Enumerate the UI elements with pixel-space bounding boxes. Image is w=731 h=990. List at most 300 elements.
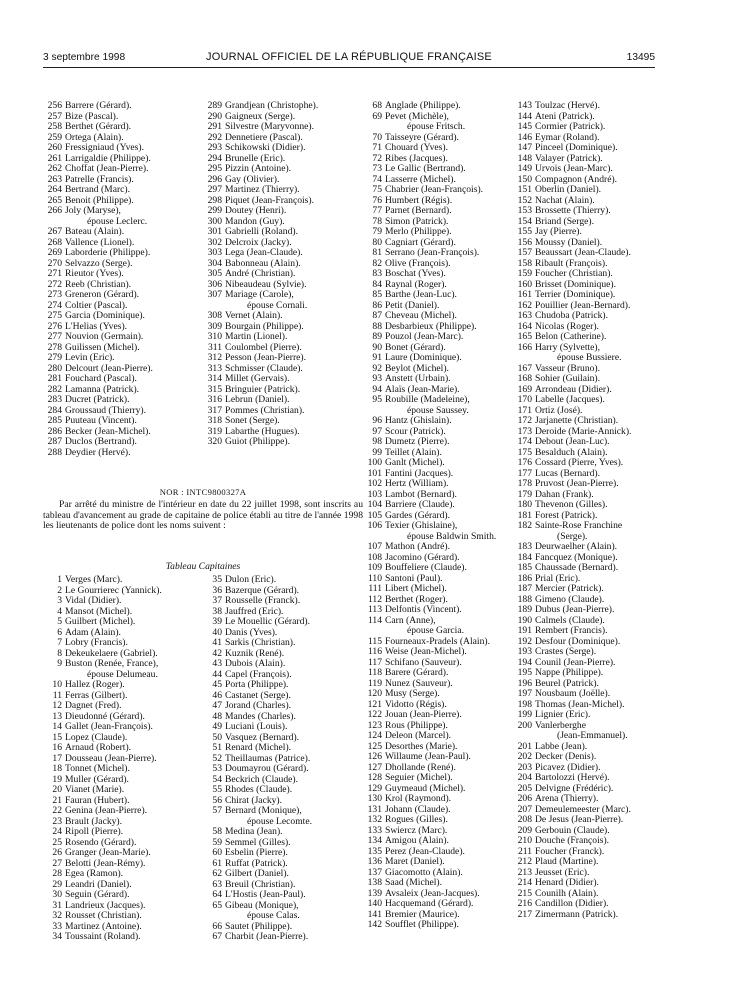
- item-name: Counil (Jean-Pierre).: [535, 656, 616, 668]
- item-name: Fantini (Jacques).: [385, 467, 454, 479]
- item-name: L'Helias (Yves).: [65, 320, 128, 332]
- item-name: Candillon (Didier).: [535, 898, 609, 909]
- list-item: [43, 437, 203, 448]
- item-name: Chirat (Jacky).: [225, 794, 283, 806]
- item-name: Chaussade (Bernard).: [535, 562, 619, 573]
- item-number: 138: [367, 877, 382, 888]
- item-number: 270: [47, 257, 62, 269]
- item-number: 27: [52, 857, 62, 869]
- item-number: 274: [47, 299, 62, 311]
- item-number: 80: [372, 236, 382, 248]
- item-name: Fouchard (Pascal).: [65, 373, 137, 384]
- item-name: Counilh (Alain).: [535, 887, 599, 899]
- item-name: Nunez (Sauveur).: [385, 677, 453, 689]
- item-name: épouse Fritsch.: [407, 121, 466, 132]
- item-name: Toulzac (Hervé).: [535, 100, 600, 111]
- item-name: Jorand (Charles).: [225, 700, 292, 711]
- list-item: [513, 689, 663, 700]
- item-name: (Serge).: [557, 530, 588, 542]
- item-number: 301: [207, 226, 222, 237]
- list-top-right: [203, 101, 363, 448]
- item-number: 163: [517, 310, 532, 321]
- item-number: 57: [212, 805, 222, 816]
- item-number: 198: [517, 698, 532, 710]
- item-number: 5: [57, 616, 62, 627]
- item-name: Rousset (Christian).: [65, 910, 142, 921]
- item-name: Texier (Ghislaine),: [385, 520, 458, 531]
- item-number: 96: [372, 415, 382, 426]
- item-name: épouse Lecomte.: [247, 815, 312, 827]
- item-name: Gallet (Jean-François).: [65, 721, 153, 732]
- item-name: Henard (Didier).: [535, 877, 599, 888]
- item-name: Boschat (Yves).: [385, 268, 446, 279]
- list-item: [363, 752, 513, 763]
- item-number: 141: [367, 908, 382, 920]
- list-item: [43, 206, 203, 217]
- list-item: [43, 164, 203, 175]
- item-number: 289: [207, 100, 222, 111]
- item-name: Ferras (Gilbert).: [65, 689, 128, 701]
- list-item: [363, 689, 513, 700]
- item-name: (Jean-Emmanuel).: [557, 730, 628, 741]
- item-number: 302: [207, 236, 222, 248]
- item-name: Bourgain (Philippe).: [225, 320, 304, 332]
- item-number: 7: [57, 637, 62, 648]
- item-name: Vianet (Marie).: [65, 784, 125, 795]
- item-name: Moussy (Daniel).: [535, 236, 603, 248]
- item-number: 200: [517, 719, 532, 731]
- item-name: Bazerque (Gérard).: [225, 584, 300, 596]
- item-number: 139: [367, 887, 382, 899]
- item-number: 56: [212, 794, 222, 806]
- item-number: 310: [207, 331, 222, 342]
- list-item: [363, 353, 513, 364]
- item-number: 89: [372, 331, 382, 342]
- item-name: Cossard (Pierre, Yves).: [535, 457, 624, 468]
- item-name: Roubille (Madeleine),: [385, 394, 470, 405]
- item-number: 107: [367, 541, 382, 552]
- list-item: [43, 416, 203, 427]
- item-name: Foucher (Christian).: [535, 268, 613, 279]
- list-item: [203, 806, 363, 817]
- list-item: [363, 395, 513, 406]
- item-number: 134: [367, 835, 382, 846]
- list-item: [513, 311, 663, 322]
- item-name: Terrier (Dominique).: [535, 289, 616, 300]
- item-number: 50: [212, 731, 222, 743]
- list-item: [513, 458, 663, 469]
- list-item: [43, 680, 203, 691]
- list-column-3: [363, 101, 513, 931]
- item-name: Vidotto (Régis).: [385, 698, 447, 710]
- item-number: 101: [367, 467, 382, 479]
- item-name: Cagniart (Gérard).: [385, 236, 456, 248]
- item-name: Dieudonné (Gérard).: [65, 710, 145, 722]
- item-number: 182: [517, 520, 532, 531]
- item-name: Tonnet (Michel).: [65, 763, 130, 774]
- item-name: Egea (Ramon).: [65, 868, 124, 879]
- list-bottom-a: [43, 575, 203, 943]
- item-name: Berthet (Gérard).: [65, 121, 132, 132]
- item-number: 31: [52, 899, 62, 911]
- item-number: 269: [47, 247, 62, 258]
- item-name: Buston (Renée, France),: [65, 658, 159, 669]
- item-name: De Jesus (Jean-Pierre).: [535, 814, 624, 825]
- item-number: 158: [517, 257, 532, 269]
- item-name: Petit (Daniel).: [385, 299, 440, 311]
- list-item: [203, 869, 363, 880]
- list-item: [513, 752, 663, 763]
- item-name: Nicolas (Roger).: [535, 320, 599, 332]
- list-item: [363, 227, 513, 238]
- item-number: 168: [517, 373, 532, 384]
- list-item: [363, 248, 513, 259]
- item-name: Belon (Catherine).: [535, 331, 607, 342]
- item-number: 45: [212, 679, 222, 690]
- item-name: Serrano (Jean-François).: [385, 247, 480, 258]
- list-item: [363, 521, 513, 532]
- item-number: 169: [517, 383, 532, 395]
- list-item: [363, 437, 513, 448]
- item-name: Eymar (Roland).: [535, 131, 600, 143]
- item-name: Mercier (Patrick).: [535, 583, 604, 594]
- item-name: Ortega (Alain).: [65, 131, 124, 143]
- list-item: [203, 353, 363, 364]
- item-name: Jarjanette (Christian).: [535, 415, 619, 426]
- item-number: 292: [207, 131, 222, 143]
- item-name: Deroide (Marie-Annick).: [535, 425, 632, 437]
- item-number: 145: [517, 121, 532, 132]
- item-number: 197: [517, 688, 532, 699]
- item-name: Reeb (Christian).: [65, 278, 132, 290]
- item-name: Carn (Anne),: [385, 614, 436, 626]
- item-number: 319: [207, 425, 222, 437]
- item-name: Valayer (Patrick).: [535, 152, 603, 164]
- list-item: [43, 448, 203, 459]
- list-item: [513, 269, 663, 280]
- item-name: Groussaud (Thierry).: [65, 404, 146, 416]
- item-number: 6: [57, 626, 62, 638]
- item-name: Adam (Alain).: [65, 626, 121, 638]
- item-name: Barriere (Claude).: [385, 499, 455, 510]
- item-name: Berthet (Roger).: [385, 593, 448, 605]
- item-name: Debout (Jean-Luc).: [535, 436, 610, 447]
- item-number: 210: [517, 835, 532, 846]
- item-name: Vasquez (Bernard).: [225, 731, 300, 743]
- item-name: Bernard (Monique),: [225, 805, 302, 816]
- item-name: Rogues (Gilles).: [385, 814, 448, 825]
- item-name: Teillet (Alain).: [385, 446, 442, 458]
- list-item: [363, 815, 513, 826]
- item-name: Olive (François).: [385, 257, 451, 269]
- item-number: 259: [47, 131, 62, 143]
- item-number: 282: [47, 383, 62, 395]
- list-item: [513, 710, 663, 721]
- item-number: 115: [367, 635, 382, 647]
- item-number: 13: [52, 710, 62, 722]
- item-name: Bertrand (Marc).: [65, 184, 130, 195]
- list-item: [203, 722, 363, 733]
- item-number: 61: [212, 857, 222, 869]
- item-number: 203: [517, 761, 532, 773]
- item-name: Schikowski (Didier).: [225, 142, 306, 153]
- item-name: Lambot (Bernard).: [385, 488, 457, 500]
- item-number: 11: [52, 689, 62, 701]
- item-number: 152: [517, 194, 532, 206]
- item-name: Soufflet (Philippe).: [385, 919, 459, 930]
- item-name: Maret (Daniel).: [385, 856, 445, 867]
- list-item: [43, 743, 203, 754]
- item-number: 271: [47, 268, 62, 279]
- item-number: 190: [517, 614, 532, 626]
- item-name: Saad (Michel).: [385, 877, 443, 888]
- item-number: 9: [57, 658, 62, 669]
- item-name: Cheveau (Michel).: [385, 310, 457, 321]
- list-item: [513, 290, 663, 301]
- list-item: [363, 794, 513, 805]
- item-number: 130: [367, 793, 382, 804]
- item-number: 15: [52, 731, 62, 743]
- list-item: [513, 416, 663, 427]
- item-name: Seguin (Gérard).: [65, 889, 130, 900]
- item-name: Choffat (Jean-Pierre).: [65, 163, 149, 174]
- item-number: 34: [52, 931, 62, 942]
- list-item: [513, 332, 663, 343]
- item-number: 121: [367, 698, 382, 710]
- item-number: 312: [207, 352, 222, 363]
- item-number: 305: [207, 268, 222, 279]
- item-number: 120: [367, 688, 382, 699]
- item-number: 266: [47, 205, 62, 216]
- item-number: 78: [372, 215, 382, 227]
- item-number: 14: [52, 721, 62, 732]
- item-number: 279: [47, 352, 62, 363]
- item-name: Greneron (Gérard).: [65, 289, 140, 300]
- item-number: 142: [367, 919, 382, 930]
- list-item: [203, 374, 363, 385]
- item-name: Ortiz (José).: [535, 404, 583, 416]
- item-name: Levin (Eric).: [65, 352, 115, 363]
- item-name: épouse Bussiere.: [557, 352, 622, 363]
- item-number: 212: [517, 856, 532, 867]
- item-name: Jouan (Jean-Pierre).: [385, 709, 462, 720]
- list-item-continuation: [363, 626, 513, 637]
- item-name: Nouvion (Germain).: [65, 331, 144, 342]
- item-name: Bateau (Alain).: [65, 226, 125, 237]
- item-number: 74: [372, 173, 382, 185]
- item-name: Genina (Jean-Pierre).: [65, 805, 148, 816]
- item-name: Granger (Jean-Marie).: [65, 847, 151, 858]
- item-name: Amigou (Alain).: [385, 835, 449, 846]
- item-number: 184: [517, 551, 532, 563]
- item-name: Bize (Pascal).: [65, 110, 119, 122]
- item-name: Simon (Patrick).: [385, 215, 449, 227]
- item-number: 100: [367, 457, 382, 468]
- list-item: [363, 857, 513, 868]
- list-item: [363, 206, 513, 217]
- item-name: Le Gourrierec (Yannick).: [65, 584, 162, 596]
- item-name: Ruffat (Patrick).: [225, 857, 288, 869]
- item-name: Dulon (Eric).: [225, 574, 277, 585]
- list-item: [43, 395, 203, 406]
- item-number: 147: [517, 142, 532, 153]
- item-number: 294: [207, 152, 222, 164]
- item-name: Lobry (Francis).: [65, 637, 128, 648]
- item-name: Thomas (Jean-Michel).: [535, 698, 625, 710]
- item-number: 124: [367, 730, 382, 741]
- item-number: 23: [52, 815, 62, 827]
- item-name: Charbit (Jean-Pierre).: [225, 931, 309, 942]
- item-name: Schmisser (Claude).: [225, 362, 303, 374]
- item-name: Jauffred (Eric).: [225, 605, 284, 617]
- item-number: 260: [47, 142, 62, 153]
- item-number: 51: [212, 742, 222, 753]
- item-name: Deurwaelher (Alain).: [535, 541, 618, 552]
- item-name: Weise (Jean-Michel).: [385, 646, 467, 657]
- item-name: Chudoba (Patrick).: [535, 310, 609, 321]
- item-name: Perez (Jean-Claude).: [385, 845, 465, 857]
- item-name: Kuznik (René).: [225, 647, 285, 659]
- item-name: Rembert (Francis).: [535, 625, 608, 636]
- item-name: Sarkis (Christian).: [225, 637, 296, 648]
- item-number: 82: [372, 257, 382, 269]
- list-item: [203, 785, 363, 796]
- item-name: Ribault (François).: [535, 257, 608, 269]
- item-number: 265: [47, 194, 62, 206]
- item-name: Coulombel (Pierre).: [225, 341, 302, 353]
- item-name: Taisseyre (Gérard).: [385, 131, 459, 143]
- item-number: 283: [47, 394, 62, 405]
- list-item: [513, 164, 663, 175]
- item-name: Libert (Michel).: [385, 583, 447, 594]
- item-name: Rous (Philippe).: [385, 719, 448, 731]
- item-name: Gibeau (Monique),: [225, 899, 299, 911]
- item-name: Delcroix (Jacky).: [225, 236, 292, 248]
- item-number: 206: [517, 793, 532, 804]
- list-item: [513, 815, 663, 826]
- item-name: Dhollande (René).: [385, 761, 456, 773]
- list-item: [513, 836, 663, 847]
- item-number: 281: [47, 373, 62, 384]
- item-name: Nachat (Alain).: [535, 194, 595, 206]
- list-item: [43, 701, 203, 712]
- item-name: Prial (Eric).: [535, 572, 581, 584]
- item-number: 150: [517, 173, 532, 185]
- item-name: Lebrun (Daniel).: [225, 394, 290, 405]
- item-number: 183: [517, 541, 532, 552]
- item-number: 63: [212, 878, 222, 890]
- list-item: [513, 479, 663, 490]
- list-item: [363, 164, 513, 175]
- list-item: [513, 122, 663, 133]
- item-name: Anglade (Philippe).: [385, 100, 461, 111]
- list-item: [513, 227, 663, 238]
- item-number: 12: [52, 700, 62, 711]
- item-name: Renard (Michel).: [225, 742, 292, 753]
- item-number: 133: [367, 824, 382, 836]
- item-name: Briand (Serge).: [535, 215, 594, 227]
- item-number: 109: [367, 562, 382, 573]
- item-number: 296: [207, 173, 222, 185]
- item-name: Martinez (Antoine).: [65, 920, 142, 932]
- item-name: Chouard (Yves).: [385, 142, 448, 153]
- item-number: 29: [52, 878, 62, 890]
- list-item: [513, 584, 663, 595]
- item-name: Bouffeliere (Claude).: [385, 562, 467, 573]
- item-number: 99: [372, 446, 382, 458]
- item-number: 192: [517, 635, 532, 647]
- item-name: Nousbaum (Joëlle).: [535, 688, 611, 699]
- item-name: Calmels (Claude).: [535, 614, 605, 626]
- item-number: 284: [47, 404, 62, 416]
- item-number: 110: [367, 572, 382, 584]
- item-number: 187: [517, 583, 532, 594]
- list-item: [203, 848, 363, 859]
- item-number: 123: [367, 719, 382, 731]
- item-number: 88: [372, 320, 382, 332]
- item-name: Jacomino (Gérard).: [385, 551, 460, 563]
- item-name: Raynal (Roger).: [385, 278, 447, 290]
- list-item: [203, 248, 363, 259]
- item-number: 268: [47, 236, 62, 248]
- item-name: Dumetz (Pierre).: [385, 436, 450, 447]
- item-number: 258: [47, 121, 62, 132]
- list-item: [363, 416, 513, 427]
- item-name: Sonet (Serge).: [225, 415, 280, 426]
- item-number: 262: [47, 163, 62, 174]
- item-name: Besalduch (Alain).: [535, 446, 608, 458]
- list-item: [513, 910, 663, 921]
- item-number: 288: [47, 446, 62, 458]
- item-number: 164: [517, 320, 532, 332]
- item-name: Hantz (Ghislain).: [385, 415, 452, 426]
- item-name: Pesson (Jean-Pierre).: [225, 352, 306, 363]
- publication-date: 3 septembre 1998: [43, 52, 126, 63]
- item-name: Delvigne (Frédéric).: [535, 782, 614, 794]
- item-number: 290: [207, 110, 222, 122]
- item-name: Gaigneux (Serge).: [225, 110, 296, 122]
- item-name: Krol (Raymond).: [385, 793, 452, 804]
- item-number: 205: [517, 782, 532, 794]
- item-name: Delfontis (Vincent).: [385, 604, 462, 615]
- item-number: 40: [212, 626, 222, 638]
- list-item: [43, 290, 203, 301]
- item-name: épouse Baldwin Smith.: [407, 530, 497, 542]
- item-name: Luciani (Louis).: [225, 721, 288, 732]
- arrete-paragraph: Par arrêté du ministre de l'intérieur en date du 22 juillet 1998, sont inscrits au tableau d'avancement au grade de capitaine de police établi au titre de l'année 1998 les lieutenants de police dont les noms suivent :: [43, 499, 363, 532]
- item-name: Belotti (Jean-Rémy).: [65, 857, 146, 869]
- item-name: Laborderie (Philippe).: [65, 247, 151, 258]
- list-item: [363, 836, 513, 847]
- item-name: Dekeukelaere (Gabriel).: [65, 647, 158, 659]
- list-item: [513, 500, 663, 511]
- item-number: 112: [367, 593, 382, 605]
- item-number: 71: [372, 142, 382, 153]
- item-name: Hallez (Roger).: [65, 679, 125, 690]
- item-name: Selvazzo (Serge).: [65, 257, 133, 269]
- item-number: 128: [367, 772, 382, 783]
- item-number: 320: [207, 436, 222, 447]
- item-number: 143: [517, 100, 532, 111]
- item-name: Piquet (Jean-François).: [225, 194, 314, 206]
- item-name: Barere (Gérard).: [385, 667, 449, 678]
- item-number: 299: [207, 205, 222, 216]
- item-name: Lasserre (Michel).: [385, 173, 456, 185]
- list-item: [203, 617, 363, 628]
- item-name: Chabrier (Jean-François).: [385, 184, 484, 195]
- item-number: 113: [367, 604, 382, 615]
- item-number: 193: [517, 646, 532, 657]
